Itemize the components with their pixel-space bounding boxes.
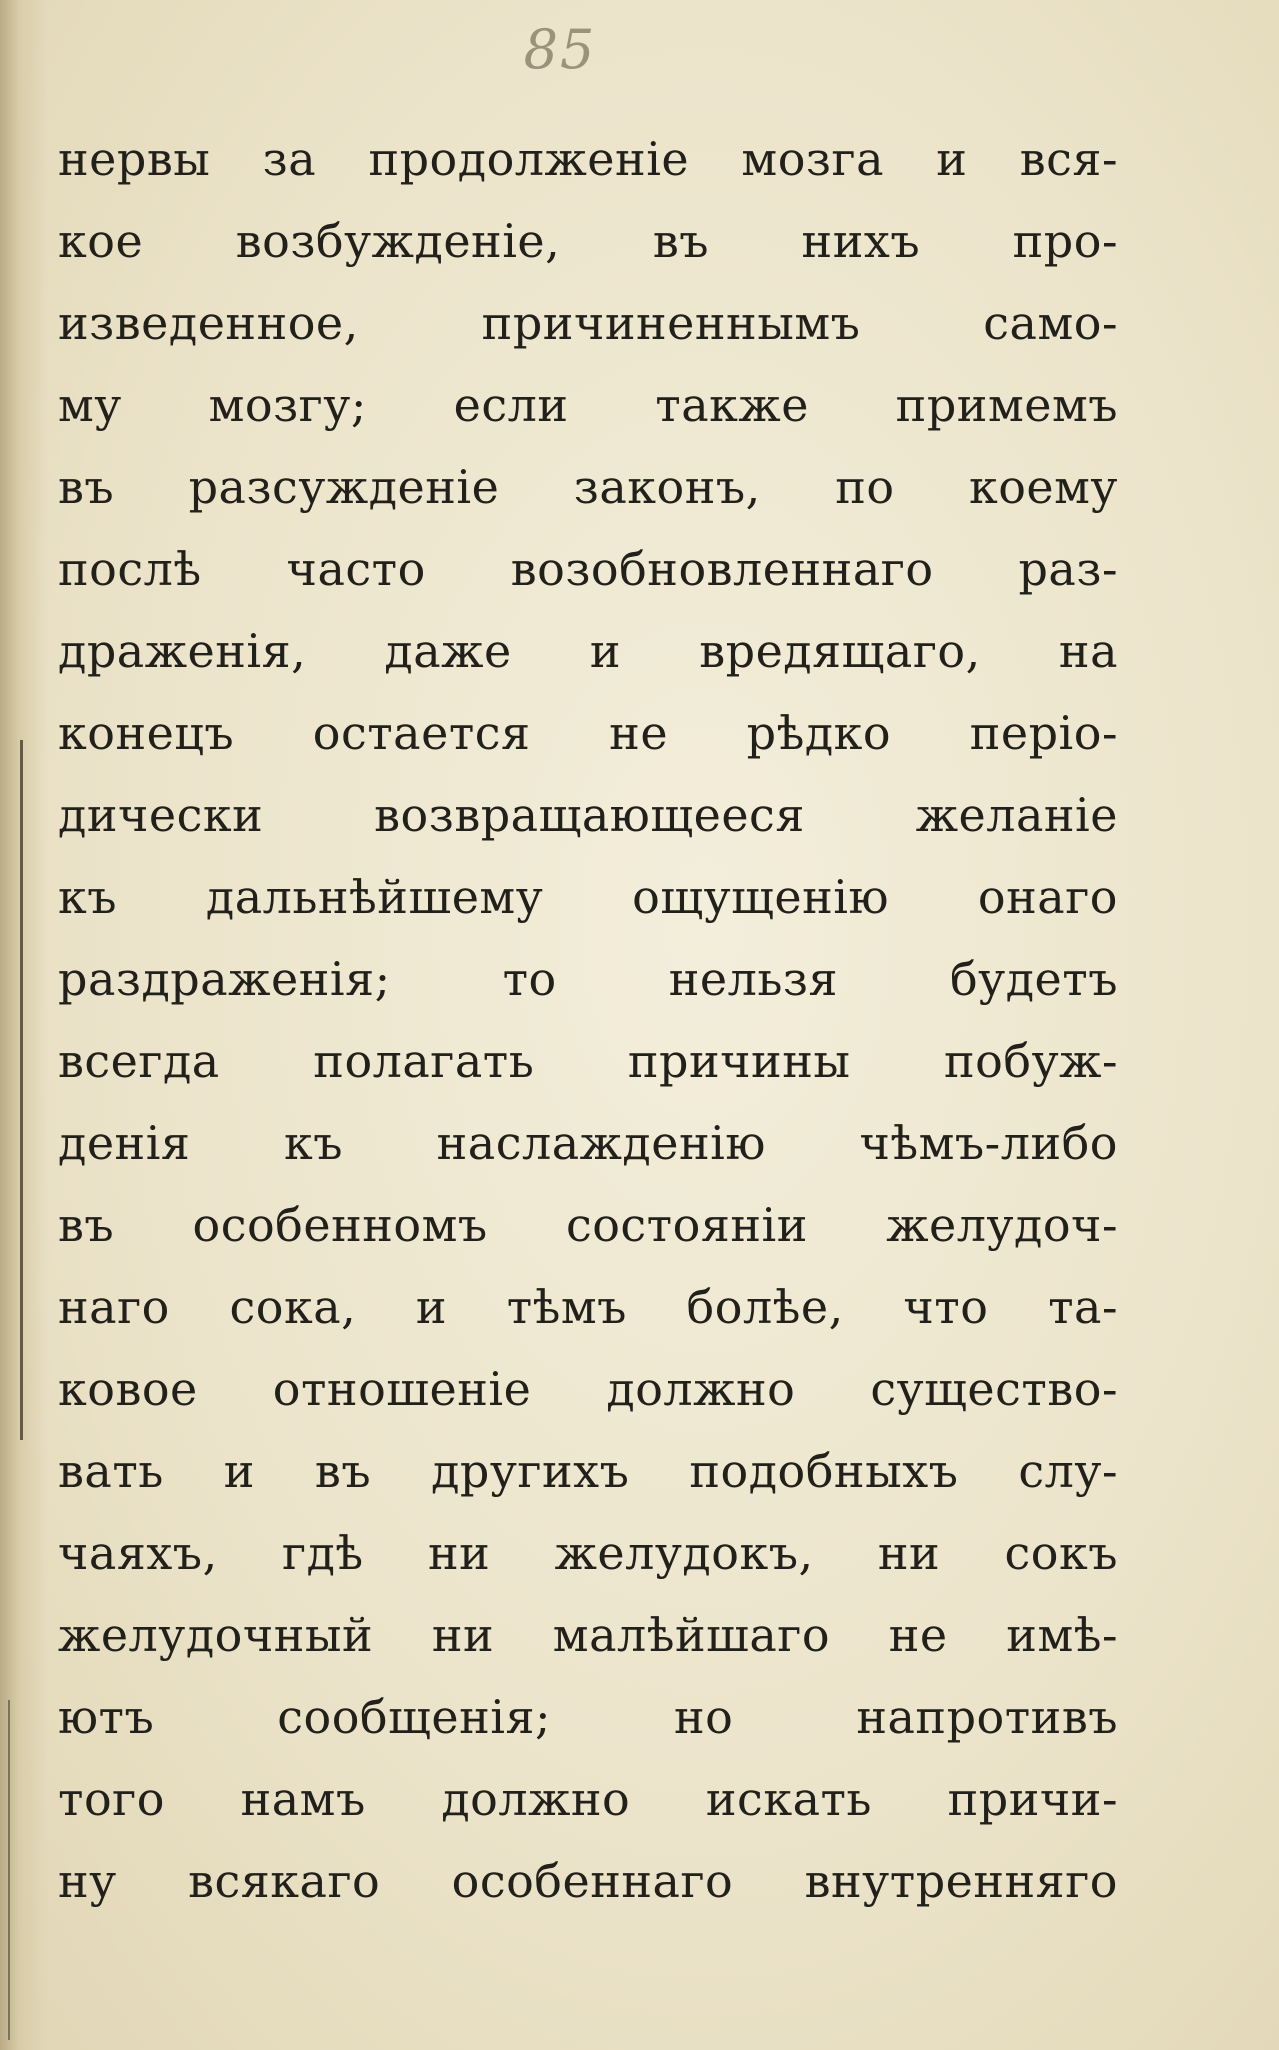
text-line: желудочный ни малѣйшаго не имѣ-: [58, 1608, 1118, 1662]
text-line: къ дальнѣйшему ощущенію онаго: [58, 870, 1118, 924]
page-number: 85: [523, 18, 597, 81]
text-line: въ разсужденіе законъ, по коему: [58, 460, 1118, 514]
text-line: наго сока, и тѣмъ болѣе, что та-: [58, 1280, 1118, 1334]
gutter-edge-line-lower: [8, 1700, 10, 2040]
text-line: ютъ сообщенія; но напротивъ: [58, 1690, 1118, 1744]
text-line: конецъ остается не рѣдко періо-: [58, 706, 1118, 760]
text-line: нервы за продолженіе мозга и вся-: [58, 132, 1118, 186]
text-line: чаяхъ, гдѣ ни желудокъ, ни сокъ: [58, 1526, 1118, 1580]
text-line: того намъ должно искать причи-: [58, 1772, 1118, 1826]
text-line: въ особенномъ состояніи желудоч-: [58, 1198, 1118, 1252]
text-line: всегда полагать причины побуж-: [58, 1034, 1118, 1088]
text-line: изведенное, причиненнымъ само-: [58, 296, 1118, 350]
text-line: ковое отношеніе должно существо-: [58, 1362, 1118, 1416]
text-line: послѣ часто возобновленнаго раз-: [58, 542, 1118, 596]
text-line: кое возбужденіе, въ нихъ про-: [58, 214, 1118, 268]
text-line: вать и въ другихъ подобныхъ слу-: [58, 1444, 1118, 1498]
text-line: денія къ наслажденію чѣмъ-либо: [58, 1116, 1118, 1170]
text-line: драженія, даже и вредящаго, на: [58, 624, 1118, 678]
text-line: дически возвращающееся желаніе: [58, 788, 1118, 842]
text-line: ну всякаго особеннаго внутренняго: [58, 1854, 1118, 1908]
text-line: раздраженія; то нельзя будетъ: [58, 952, 1118, 1006]
text-line: му мозгу; если также примемъ: [58, 378, 1118, 432]
body-text: [58, 118, 1118, 1922]
gutter-edge-line: [20, 740, 23, 1440]
